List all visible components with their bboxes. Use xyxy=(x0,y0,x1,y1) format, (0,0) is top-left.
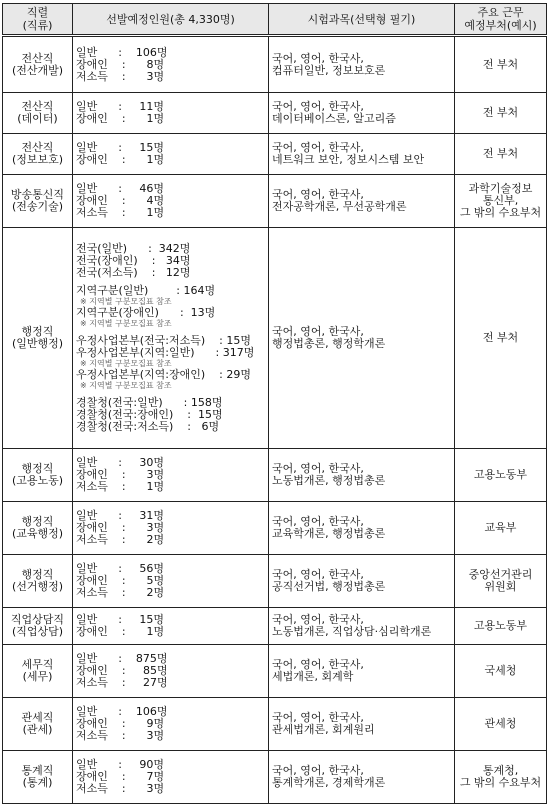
dept-text: 전 부처 xyxy=(482,331,519,344)
quota-line: 전국(장애인) : 34명 xyxy=(76,254,191,267)
table-row xyxy=(3,228,547,449)
quota-line: 장애인 : 1명 xyxy=(76,153,165,166)
quota-line: 저소득 : 3명 xyxy=(76,69,165,83)
quota-line: 일반 : 56명 xyxy=(76,562,165,575)
subjects-text: 국어, 영어, 한국사, 공직선거법, 행정법총론 xyxy=(272,568,386,593)
table-body xyxy=(3,36,547,804)
quota-line: 저소득 : 1명 xyxy=(76,480,165,493)
job-title: 행정직 (고용노동) xyxy=(11,462,64,487)
job-title: 관세직 (관세) xyxy=(21,711,54,736)
subjects-cell xyxy=(269,502,455,555)
quota-line: 저소득 : 27명 xyxy=(76,676,168,689)
table-row xyxy=(3,645,547,698)
subjects-text: 국어, 영어, 한국사, 노동법개론, 행정법총론 xyxy=(272,462,386,487)
subjects-text: 국어, 영어, 한국사, 세법개론, 회계학 xyxy=(272,658,364,683)
quota-line: 저소득 : 2명 xyxy=(76,533,165,546)
quota-line: 일반 : 15명 xyxy=(76,141,165,154)
quota-line: 저소득 : 2명 xyxy=(76,586,165,599)
subjects-cell xyxy=(269,134,455,175)
subjects-text: 국어, 영어, 한국사, 데이터베이스론, 알고리즘 xyxy=(272,100,396,125)
quota-line: 일반 : 31명 xyxy=(76,509,165,522)
quota-line: 전국(일반) : 342명 xyxy=(76,242,191,255)
subjects-text: 국어, 영어, 한국사, 컴퓨터일반, 정보보호론 xyxy=(272,51,386,77)
quota-line: 저소득 : 3명 xyxy=(76,782,165,795)
subjects-cell xyxy=(269,698,455,751)
quota-line: 우정사업본부(전국:저소득) : 15명 xyxy=(76,334,251,347)
table-row xyxy=(3,175,547,228)
quota-line: 장애인 : 8명 xyxy=(76,57,165,71)
dept-cell xyxy=(455,608,547,645)
quota-cell xyxy=(73,555,269,608)
quota-line: 장애인 : 85명 xyxy=(76,664,168,677)
dept-text: 전 부처 xyxy=(482,57,519,71)
dept-cell xyxy=(455,93,547,134)
dept-text: 고용노동부 xyxy=(473,619,528,632)
subjects-text: 국어, 영어, 한국사, 행정법총론, 행정학개론 xyxy=(272,325,386,350)
quota-cell xyxy=(73,175,269,228)
job-title: 전산직 (정보보호) xyxy=(11,141,64,166)
table-header-row xyxy=(3,4,547,36)
dept-cell xyxy=(455,449,547,502)
quota-cell xyxy=(73,449,269,502)
job-cell xyxy=(3,134,73,175)
quota-line: 장애인 : 3명 xyxy=(76,521,165,534)
quota-line: 장애인 : 4명 xyxy=(76,194,165,207)
quota-line: 경찰청(전국:장애인) : 15명 xyxy=(76,408,223,421)
job-cell xyxy=(3,502,73,555)
header-subjects: 시험과목(선택형 필기) xyxy=(269,4,455,36)
quota-cell xyxy=(73,645,269,698)
job-title: 전산직 (전산개발) xyxy=(11,51,64,77)
quota-cell xyxy=(73,751,269,804)
job-cell xyxy=(3,698,73,751)
job-cell xyxy=(3,449,73,502)
subjects-cell xyxy=(269,228,455,449)
quota-line: 경찰청(전국:일반) : 158명 xyxy=(76,396,223,409)
quota-line: 장애인 : 9명 xyxy=(76,717,165,730)
table-row xyxy=(3,502,547,555)
dept-cell xyxy=(455,36,547,93)
dept-cell xyxy=(455,228,547,449)
subjects-cell xyxy=(269,175,455,228)
quota-cell xyxy=(73,228,269,449)
job-title: 통계직 (통계) xyxy=(21,764,54,789)
quota-note: ※ 지역별 구분모집표 참조 xyxy=(80,297,172,306)
job-cell xyxy=(3,555,73,608)
subjects-cell xyxy=(269,93,455,134)
job-cell xyxy=(3,175,73,228)
subjects-cell xyxy=(269,555,455,608)
subjects-text: 국어, 영어, 한국사, 네트워크 보안, 정보시스템 보안 xyxy=(272,141,425,166)
quota-cell xyxy=(73,93,269,134)
quota-note: ※ 지역별 구분모집표 참조 xyxy=(80,381,172,390)
table-row xyxy=(3,608,547,645)
subjects-text: 국어, 영어, 한국사, 노동법개론, 직업상담·심리학개론 xyxy=(272,613,432,638)
subjects-text: 국어, 영어, 한국사, 통계학개론, 경제학개론 xyxy=(272,764,386,789)
dept-cell xyxy=(455,502,547,555)
dept-cell xyxy=(455,134,547,175)
quota-line: 저소득 : 1명 xyxy=(76,206,165,219)
quota-cell xyxy=(73,502,269,555)
quota-line: 지역구분(일반) : 164명 xyxy=(76,284,216,297)
job-title: 세무직 (세무) xyxy=(21,658,54,683)
job-cell xyxy=(3,228,73,449)
job-title: 방송통신직 (전송기술) xyxy=(10,188,65,213)
quota-line: 일반 : 106명 xyxy=(76,45,168,59)
dept-text: 교육부 xyxy=(484,521,517,534)
subjects-cell xyxy=(269,751,455,804)
table-row xyxy=(3,555,547,608)
dept-text: 관세청 xyxy=(484,717,517,730)
quota-cell xyxy=(73,608,269,645)
table-row xyxy=(3,36,547,93)
quota-line: 일반 : 30명 xyxy=(76,456,165,469)
quota-line: 장애인 : 5명 xyxy=(76,574,165,587)
header-dept: 주요 근무 예정부처(예시) xyxy=(455,4,547,36)
table-row xyxy=(3,449,547,502)
job-cell xyxy=(3,751,73,804)
dept-text: 중앙선거관리 위원회 xyxy=(468,568,533,593)
dept-cell xyxy=(455,175,547,228)
dept-text: 국세청 xyxy=(484,664,517,677)
quota-note: ※ 지역별 구분모집표 참조 xyxy=(80,359,172,368)
job-title: 행정직 (선거행정) xyxy=(11,568,64,593)
recruitment-table xyxy=(2,3,547,804)
table-row xyxy=(3,93,547,134)
quota-line: 장애인 : 3명 xyxy=(76,468,165,481)
quota-line: 지역구분(장애인) : 13명 xyxy=(76,306,216,319)
job-cell xyxy=(3,608,73,645)
subjects-text: 국어, 영어, 한국사, 전자공학개론, 무선공학개론 xyxy=(272,188,407,213)
quota-line: 경찰청(전국:저소득) : 6명 xyxy=(76,420,220,433)
dept-cell xyxy=(455,698,547,751)
header-quota: 선발예정인원(총 4,330명) xyxy=(73,4,269,36)
quota-cell xyxy=(73,134,269,175)
quota-line: 일반 : 11명 xyxy=(76,100,165,113)
header-job: 직렬 (직류) xyxy=(3,4,73,36)
dept-text: 전 부처 xyxy=(482,106,519,119)
quota-line: 전국(저소득) : 12명 xyxy=(76,266,191,279)
quota-line: 저소득 : 3명 xyxy=(76,729,165,742)
quota-line: 일반 : 90명 xyxy=(76,758,165,771)
dept-text: 과학기술정보 통신부, 그 밖의 수요부처 xyxy=(459,182,542,219)
job-cell xyxy=(3,645,73,698)
job-title: 직업상담직 (직업상담) xyxy=(10,613,65,638)
subjects-cell xyxy=(269,645,455,698)
table-row xyxy=(3,698,547,751)
job-title: 전산직 (데이터) xyxy=(17,100,58,125)
job-cell xyxy=(3,36,73,93)
subjects-cell xyxy=(269,449,455,502)
dept-cell xyxy=(455,645,547,698)
table-row xyxy=(3,751,547,804)
dept-text: 전 부처 xyxy=(482,147,519,160)
quota-line: 장애인 : 7명 xyxy=(76,770,165,783)
quota-cell xyxy=(73,36,269,93)
quota-line: 장애인 : 1명 xyxy=(76,625,165,638)
dept-cell xyxy=(455,751,547,804)
subjects-cell xyxy=(269,608,455,645)
quota-line: 일반 : 106명 xyxy=(76,705,168,718)
dept-cell xyxy=(455,555,547,608)
subjects-cell xyxy=(269,36,455,93)
dept-text: 통계청, 그 밖의 수요부처 xyxy=(459,764,542,789)
dept-text: 고용노동부 xyxy=(473,468,528,481)
job-cell xyxy=(3,93,73,134)
table-row xyxy=(3,134,547,175)
quota-line: 장애인 : 1명 xyxy=(76,112,165,125)
quota-line: 일반 : 15명 xyxy=(76,613,165,626)
quota-line: 우정사업본부(지역:일반) : 317명 xyxy=(76,346,255,359)
quota-line: 일반 : 875명 xyxy=(76,652,168,665)
quota-line: 우정사업본부(지역:장애인) : 29명 xyxy=(76,368,251,381)
job-title: 행정직 (일반행정) xyxy=(11,325,64,350)
job-title: 행정직 (교육행정) xyxy=(11,515,64,540)
quota-note: ※ 지역별 구분모집표 참조 xyxy=(80,319,172,328)
subjects-text: 국어, 영어, 한국사, 관세법개론, 회계원리 xyxy=(272,711,375,736)
quota-cell xyxy=(73,698,269,751)
quota-line: 일반 : 46명 xyxy=(76,182,165,195)
subjects-text: 국어, 영어, 한국사, 교육학개론, 행정법총론 xyxy=(272,515,386,540)
